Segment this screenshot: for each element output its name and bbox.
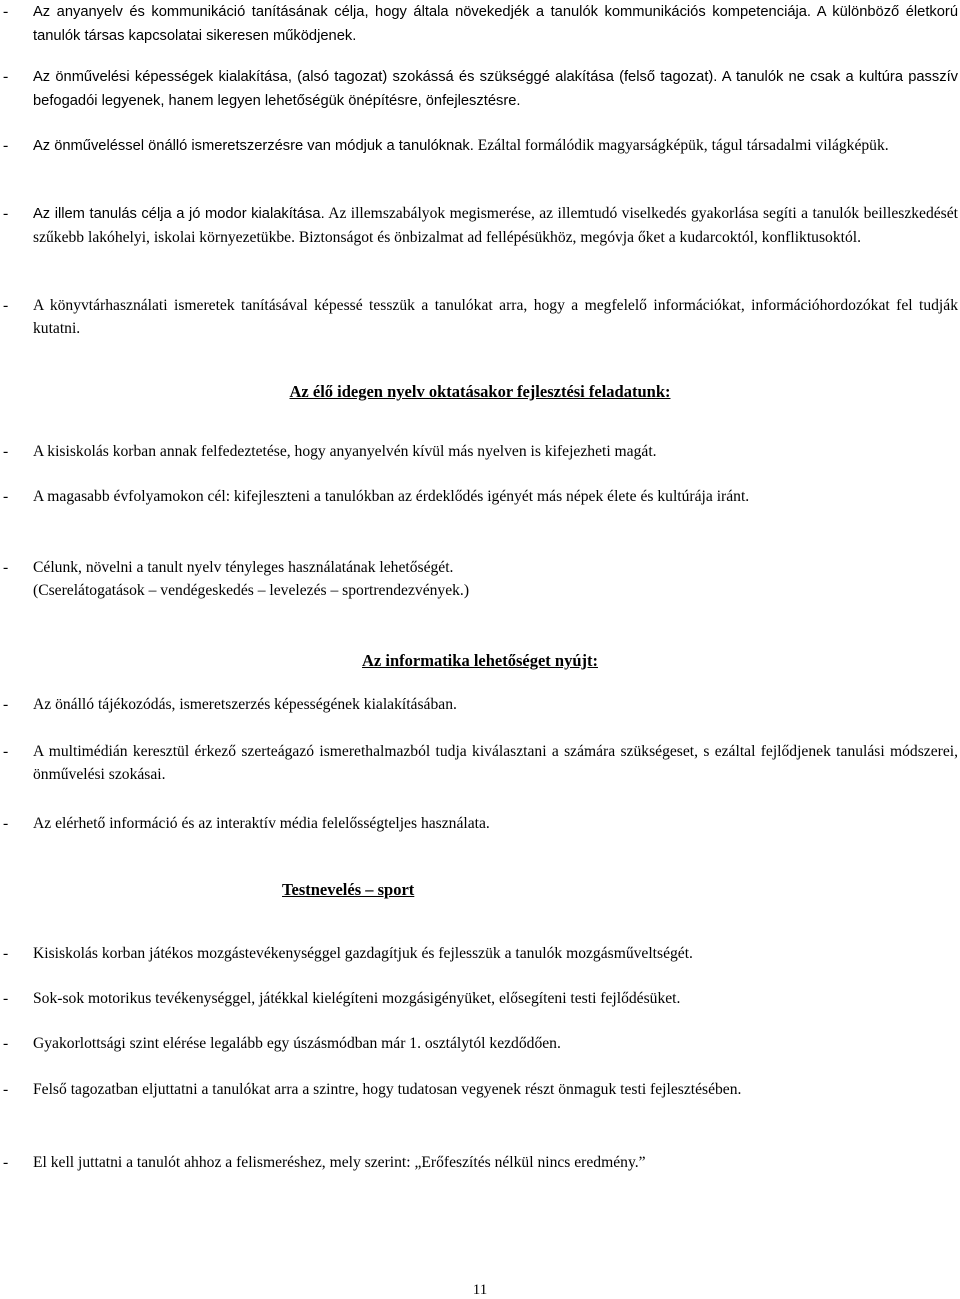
list-item: [33, 812, 958, 835]
section-heading-pe: Testnevelés – sport: [282, 880, 415, 899]
list-item: [33, 485, 958, 508]
item-text: Felső tagozatban eljuttatni a tanulókat arra a szintre, hogy tudatosan vegyenek részt önmaguk testi fejlesztésében.: [33, 1081, 742, 1098]
list-item: [33, 942, 958, 965]
item-text: Célunk, növelni a tanult nyelv tényleges használatának lehetőségét.: [33, 559, 454, 576]
page-number: 11: [472, 1282, 488, 1298]
item-text: Az önművelési képességek kialakítása, (alsó tagozat) szokássá és szükséggé alakítása (felső tagozat). A tanulók ne csak a kultúra passzív befogadói legyenek, hanem legyen lehetőségük önépítésre, önfejlesztésre.: [33, 69, 958, 109]
item-text-second-line: (Cserelátogatások – vendégeskedés – levelezés – sportrendezvények.): [33, 582, 470, 599]
item-text: Az illem tanulás célja a jó modor kialakítása.: [33, 206, 325, 222]
item-text-continued: Az illemszabályok megismerése, az illemtudó viselkedés gyakorlása segíti a tanulók beilleszkedését szűkebb lakóhelyi, iskolai környezetükbe. Biztonságot és önbizalmat ad fellépésükhöz, megóvja őket a kudarcoktól, konfliktusoktól.: [33, 205, 959, 246]
list-item: [33, 693, 958, 716]
list-item: [33, 1151, 958, 1174]
item-text: Az önműveléssel önálló ismeretszerzésre van módjuk a tanulóknak.: [33, 138, 474, 154]
item-text: Az elérhető információ és az interaktív média felelősségteljes használata.: [33, 815, 490, 832]
item-text: Sok-sok motorikus tevékenységgel, játékkal kielégíteni mozgásigényüket, elősegíteni testi fejlődésüket.: [33, 990, 681, 1007]
list-item: [33, 440, 958, 463]
item-text: A multimédián keresztül érkező szerteágazó ismerethalmazból tudja kiválasztani a számára szükségeset, s ezáltal fejlődjenek tanulási módszerei, önművelési szokásai.: [33, 743, 958, 783]
item-text-continued: Ezáltal formálódik magyarságképük, tágul társadalmi világképük.: [473, 137, 889, 154]
section-heading-language: Az élő idegen nyelv oktatásakor fejlesztési feladatunk:: [289, 382, 671, 401]
item-text: El kell juttatni a tanulót ahhoz a felismeréshez, mely szerint: „Erőfeszítés nélkül nincs eredmény.”: [33, 1154, 646, 1171]
list-item: [33, 1078, 958, 1101]
list-item: [33, 556, 958, 602]
item-text: A kisiskolás korban annak felfedeztetése, hogy anyanyelvén kívül más nyelven is kifejezheti magát.: [33, 443, 657, 460]
list-item: [33, 65, 958, 113]
item-text: Gyakorlottsági szint elérése legalább egy úszásmódban már 1. osztálytól kezdődően.: [33, 1035, 561, 1052]
list-item: [33, 294, 958, 340]
list-item: [33, 134, 958, 158]
list-item: [33, 740, 958, 786]
list-item: [33, 0, 958, 48]
item-text: A magasabb évfolyamokon cél: kifejleszteni a tanulókban az érdeklődés igényét más népek élete és kultúrája iránt.: [33, 488, 750, 505]
item-text: A könyvtárhasználati ismeretek tanításával képessé tesszük a tanulókat arra, hogy a megfelelő információkat, információhordozókat fel tudják kutatni.: [33, 297, 958, 337]
item-text: Az anyanyelv és kommunikáció tanításának célja, hogy általa növekedjék a tanulók kommunikációs kompetenciája. A különböző életkorú tanulók társas kapcsolatai sikeresen működjenek.: [33, 4, 958, 44]
item-text: Az önálló tájékozódás, ismeretszerzés képességének kialakításában.: [33, 696, 457, 713]
list-item: [33, 1032, 958, 1055]
item-text: Kisiskolás korban játékos mozgástevékenységgel gazdagítjuk és fejlesszük a tanulók mozgásműveltségét.: [33, 945, 693, 962]
list-item: [33, 987, 958, 1010]
section-heading-informatics: Az informatika lehetőséget nyújt:: [362, 651, 598, 670]
list-item: [33, 202, 958, 249]
